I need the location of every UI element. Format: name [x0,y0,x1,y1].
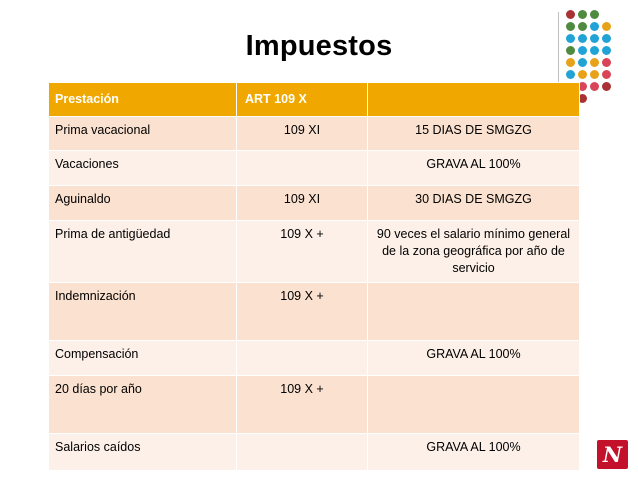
cell-tratamiento: 15 DIAS DE SMGZG [368,117,580,151]
cell-prestacion: Aguinaldo [49,186,237,221]
tax-table [48,82,580,471]
table-row [49,341,580,376]
header-articulo: ART 109 X [237,83,368,117]
cell-articulo [237,434,368,471]
cell-prestacion: Prima vacacional [49,117,237,151]
cell-prestacion: Salarios caídos [49,434,237,471]
table-row [49,186,580,221]
cell-tratamiento: GRAVA AL 100% [368,151,580,186]
cell-articulo: 109 XI [237,186,368,221]
cell-tratamiento: 30 DIAS DE SMGZG [368,186,580,221]
table-row [49,376,580,434]
header-blank [368,83,580,117]
table-row [49,151,580,186]
cell-articulo: 109 XI [237,117,368,151]
cell-tratamiento [368,283,580,341]
cell-prestacion: Compensación [49,341,237,376]
cell-tratamiento: GRAVA AL 100% [368,434,580,471]
table-row [49,283,580,341]
table-row [49,221,580,283]
cell-tratamiento [368,376,580,434]
cell-prestacion: Prima de antigüedad [49,221,237,283]
header-prestacion: Prestación [49,83,237,117]
decorative-divider [558,12,559,82]
cell-articulo: 109 X + [237,376,368,434]
cell-articulo [237,341,368,376]
cell-prestacion: Indemnización [49,283,237,341]
table-header-row [49,83,580,117]
n-logo-icon: N [597,440,628,469]
cell-tratamiento: 90 veces el salario mínimo general de la zona geográfica por año de servicio [368,221,580,283]
table-row [49,434,580,471]
page-title: Impuestos [245,30,393,62]
table-row [49,117,580,151]
cell-articulo: 109 X + [237,221,368,283]
cell-tratamiento: GRAVA AL 100% [368,341,580,376]
cell-articulo: 109 X + [237,283,368,341]
cell-prestacion: 20 días por año [49,376,237,434]
cell-prestacion: Vacaciones [49,151,237,186]
cell-articulo [237,151,368,186]
